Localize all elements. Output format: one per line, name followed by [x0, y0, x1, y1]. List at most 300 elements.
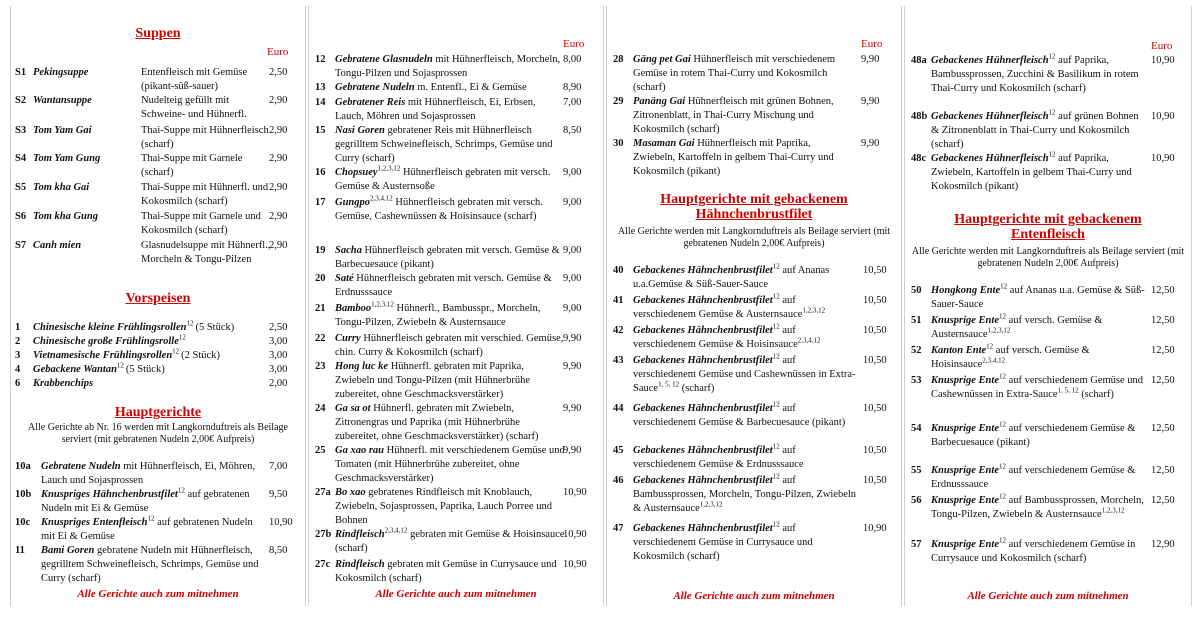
item-name: Rindfleisch	[335, 559, 385, 570]
menu-column-1	[10, 6, 306, 606]
item-text	[335, 302, 565, 330]
item-description: auf Bambussprossen, Morcheln, Tongu-Pilzen, Zwiebeln & Austernsauce	[633, 475, 857, 514]
allergen-sup: 12	[1048, 150, 1056, 159]
item-code: 54	[911, 423, 922, 434]
item-price: 12,50	[1151, 375, 1175, 386]
item-text	[633, 474, 859, 516]
allergen-sup: 1,2,3,12	[371, 300, 394, 309]
item-text	[335, 244, 565, 272]
item-price: 10,90	[563, 529, 587, 540]
allergen-sup: 12	[998, 420, 1006, 429]
item-code: 44	[613, 403, 624, 414]
item-description: Hühnerfl. mit verschiedenem Gemüse und Tomaten (mit Hühnerbrühe zubereitet, ohne Geschmacksverstärker)	[335, 445, 565, 484]
item-description: auf verschiedenem Gemüse & Austernsauce	[633, 295, 803, 320]
item-name: Hong luc ke	[335, 361, 389, 372]
item-name: Hongkong Ente	[931, 285, 1001, 296]
item-description-extra: (scharf)	[335, 543, 368, 554]
item-text	[335, 528, 565, 556]
item-description: Thai-Suppe mit Garnele und Kokosmilch (scharf)	[141, 211, 261, 236]
item-name: Knusprige Ente	[931, 539, 999, 550]
menu-column-4	[904, 6, 1192, 606]
item-name: Knusprige Ente	[931, 315, 999, 326]
item-name: Nasi Goren	[335, 125, 385, 136]
item-price: 9,90	[563, 445, 582, 456]
item-name: Ga xao rau	[335, 445, 385, 456]
item-price: 7,00	[269, 461, 288, 472]
item-price: 10,50	[863, 445, 887, 456]
allergen-sup: 12	[772, 292, 780, 301]
item-text	[335, 444, 565, 486]
item-price: 9,90	[861, 54, 880, 65]
item-description: gebraten mit Gemüse & Hoisinsauce	[409, 529, 565, 540]
allergen-sup: 12	[772, 520, 780, 529]
allergen-sup: 12	[772, 352, 780, 361]
item-quantity: (2 Stück)	[181, 350, 220, 361]
hauptgerichte-note: Alle Gerichte ab Nr. 16 werden mit Langkornduftreis als Beilage serviert (mit gebratenen Nudeln 2,00€ Aufpreis)	[28, 422, 288, 445]
item-price: 10,90	[269, 517, 293, 528]
allergen-sup: 1, 5, 12	[658, 380, 680, 389]
allergen-sup: 1,2,3,12	[1101, 506, 1125, 515]
item-name: Gebratene Nudeln	[335, 82, 415, 93]
item-code: 45	[613, 445, 624, 456]
item-price: 9,00	[563, 167, 582, 178]
item-quantity: (5 Stück)	[125, 364, 165, 375]
item-name: Gebratene Nudeln	[41, 461, 121, 472]
item-price: 9,00	[563, 303, 582, 314]
item-name: Knusprige Ente	[931, 465, 999, 476]
item-text	[335, 558, 565, 586]
item-code: 27a	[315, 487, 331, 498]
item-text	[633, 95, 843, 137]
item-code: 52	[911, 345, 922, 356]
item-text	[931, 494, 1145, 522]
item-text	[931, 344, 1145, 372]
allergen-sup: 2,3,4,12	[384, 526, 408, 535]
item-text	[633, 294, 859, 322]
item-code: 50	[911, 285, 922, 296]
item-price: 12,50	[1151, 423, 1175, 434]
item-code: 28	[613, 54, 624, 65]
item-price: 9,00	[563, 245, 582, 256]
allergen-sup: 12	[772, 472, 780, 481]
item-price: 10,90	[863, 523, 887, 534]
allergen-sup: 12	[1048, 108, 1056, 117]
item-name: Gebackenes Hähnchenbrustfilet	[633, 355, 773, 366]
item-text	[931, 314, 1145, 342]
item-text	[335, 124, 565, 166]
item-code: 48a	[911, 55, 927, 66]
item-description: Hühnerfl. gebraten mit Paprika, Zwiebeln und Tongu-Pilzen (mit Hühnerbrühe zubereitet, ohne Geschmacksverstärker)	[335, 361, 531, 400]
item-name: Pekingsuppe	[33, 67, 89, 78]
item-description: gebratenes Rindfleisch mit Knoblauch, Zwiebeln, Sojasprossen, Paprika, Lauch Porree und Bohnen	[335, 487, 552, 526]
item-code: 41	[613, 295, 624, 306]
item-description: auf gebratenen Nudeln mit Ei & Gemüse	[41, 517, 253, 542]
item-description: auf verschiedenem Gemüse in Currysauce und Kokosmilch (scharf)	[633, 523, 813, 562]
item-name: Masaman Gai	[633, 138, 695, 149]
item-price: 10,90	[563, 487, 587, 498]
menu-column-2	[308, 6, 604, 606]
allergen-sup: 12	[772, 262, 780, 271]
item-code: 23	[315, 361, 326, 372]
item-description: auf versch. Gemüse & Austernsauce	[931, 315, 1103, 340]
allergen-sup: 12	[986, 342, 994, 351]
menu-page	[10, 6, 1192, 606]
allergen-sup: 12	[998, 536, 1006, 545]
item-description: auf verschiedenem Gemüse und Cashewnüssen in Extra-Sauce	[633, 355, 856, 394]
allergen-sup: 2,3,4,12	[982, 356, 1006, 365]
item-code: 53	[911, 375, 922, 386]
item-price: 2,90	[269, 211, 288, 222]
item-name: Rindfleisch	[335, 529, 385, 540]
item-description: auf verschiedenem Gemüse & Barbecuesauce (pikant)	[931, 423, 1136, 448]
item-name: Sacha	[335, 245, 362, 256]
item-name: Kanton Ente	[931, 345, 987, 356]
item-description: Nudelteig gefüllt mit Schweine- und Hühnerfl.	[141, 95, 247, 120]
item-code: 27b	[315, 529, 332, 540]
item-name: Tom kha Gai	[33, 182, 90, 193]
item-name: Tom kha Gung	[33, 211, 98, 222]
item-price: 7,00	[563, 97, 582, 108]
item-text	[931, 284, 1145, 312]
item-code: S5	[15, 182, 27, 193]
item-name: Knusprige Ente	[931, 375, 999, 386]
item-description: auf versch. Gemüse & Hoisinsauce	[931, 345, 1090, 370]
item-price: 2,00	[269, 378, 288, 389]
footer-takeaway: Alle Gerichte auch zum mitnehmen	[77, 588, 239, 600]
item-code: 1	[15, 322, 21, 333]
item-description: auf verschiedenem Gemüse & Barbecuesauce (pikant)	[633, 403, 846, 428]
item-name: Gebackenes Hühnerfleisch	[931, 111, 1049, 122]
item-price: 12,90	[1151, 539, 1175, 550]
item-text	[931, 110, 1145, 152]
euro-label: Euro	[861, 38, 883, 50]
item-description: auf Paprika, Zwiebeln, Kartoffeln in gelbem Thai-Curry und Kokosmilch (pikant)	[931, 153, 1132, 192]
allergen-sup: 12	[177, 486, 185, 495]
item-text	[931, 152, 1145, 194]
item-code: S1	[15, 67, 27, 78]
item-quantity: (5 Stück)	[195, 322, 235, 333]
allergen-sup: 2,3,4,12	[370, 194, 393, 203]
item-text	[633, 354, 859, 396]
allergen-sup: 12	[147, 514, 155, 523]
item-description: Hühnerfleisch gebraten mit versch. Gemüse, Cashewnüssen & Hoisinsauce	[335, 197, 543, 222]
item-text	[931, 538, 1145, 566]
allergen-sup: 12	[998, 312, 1006, 321]
item-name: Saté	[335, 273, 354, 284]
item-text	[931, 374, 1145, 402]
item-price: 9,90	[563, 403, 582, 414]
item-description: Thai-Suppe mit Hühnerfl. und Kokosmilch (scharf)	[141, 182, 269, 207]
item-code: 21	[315, 303, 326, 314]
item-name: Knuspriges Entenfleisch	[41, 517, 148, 528]
allergen-sup: 12	[772, 322, 780, 331]
item-description: auf verschiedenem Gemüse und Cashewnüssen in Extra-Sauce	[931, 375, 1144, 400]
item-code: 42	[613, 325, 624, 336]
item-text	[633, 53, 843, 95]
item-text	[335, 196, 565, 224]
item-name: Gebackenes Hühnerfleisch	[931, 55, 1049, 66]
item-price: 8,90	[563, 82, 582, 93]
item-price: 10,90	[563, 559, 587, 570]
item-price: 10,50	[863, 265, 887, 276]
item-text	[335, 360, 565, 402]
item-description: gebratener Reis mit Hühnerfleisch gegrilltem Schweinefleisch, Schrimps, Gemüse und Curry (scharf)	[335, 125, 553, 164]
item-text	[633, 522, 859, 564]
item-price: 8,50	[269, 545, 288, 556]
item-name-wrap	[33, 335, 186, 349]
item-code: 40	[613, 265, 624, 276]
section-title-haehnchen: Hauptgerichte mit gebackenem Hähnchenbrustfilet	[660, 192, 848, 222]
item-code: 46	[613, 475, 624, 486]
item-price: 9,90	[563, 361, 582, 372]
item-code: 57	[911, 539, 922, 550]
section-title-vorspeisen: Vorspeisen	[125, 291, 191, 306]
item-name: Vietnamesische Frühlingsrollen	[33, 350, 173, 361]
item-name: Gebackene Wantan	[33, 364, 117, 375]
item-code: 12	[315, 54, 326, 65]
item-text	[931, 422, 1145, 450]
item-code: 47	[613, 523, 624, 534]
item-description-extra: (scharf)	[503, 211, 537, 222]
item-price: 12,50	[1151, 345, 1175, 356]
item-text	[931, 464, 1145, 492]
item-price: 2,50	[269, 67, 288, 78]
section-title-hauptgerichte: Hauptgerichte	[114, 405, 202, 420]
item-description: auf Ananas u.a.Gemüse & Süß-Sauer-Sauce	[633, 265, 830, 290]
item-text	[335, 166, 565, 194]
item-description: auf grünen Bohnen & Zitronenblatt in Thai-Curry und Kokosmilch (scharf)	[931, 111, 1139, 150]
item-description: Hühnerfleisch gebraten mit versch. Gemüse & Erdnusssauce	[335, 273, 552, 298]
item-price: 9,90	[563, 333, 582, 344]
item-price: 9,00	[563, 273, 582, 284]
allergen-sup: 12	[186, 319, 194, 328]
item-description: Hühnerfleisch gebraten mit versch. Gemüse & Barbecuesauce (pikant)	[335, 245, 560, 270]
footer-takeaway: Alle Gerichte auch zum mitnehmen	[967, 590, 1129, 602]
item-name: Curry	[335, 333, 361, 344]
item-name: Knusprige Ente	[931, 495, 999, 506]
item-price: 12,50	[1151, 285, 1175, 296]
item-name: Gebackenes Hähnchenbrustfilet	[633, 403, 773, 414]
allergen-sup: 12	[178, 333, 186, 342]
item-description: Glasnudelsuppe mit Hühnerfl., Morcheln & Tongu-Pilzen	[141, 240, 271, 265]
item-description-extra: (scharf)	[681, 383, 715, 394]
item-description: Hühnerfleisch mit verschiedenem Gemüse in rotem Thai-Curry und Kokosmilch (scharf)	[633, 54, 836, 93]
item-description: Hühnerfl. gebraten mit Zwiebeln, Zitronengras und Paprika (mit Hühnerbrühe zubereitet, ohne Geschmacksverstärker) (scharf)	[335, 403, 539, 442]
item-name: Gebackenes Hühnerfleisch	[931, 153, 1049, 164]
item-price: 10,90	[1151, 55, 1175, 66]
item-price: 9,90	[861, 96, 880, 107]
item-name: Gebackenes Hähnchenbrustfilet	[633, 523, 773, 534]
item-name-wrap	[33, 349, 220, 363]
item-code: 48b	[911, 111, 928, 122]
item-price: 12,50	[1151, 465, 1175, 476]
item-name: Gebackenes Hähnchenbrustfilet	[633, 295, 773, 306]
item-code: 43	[613, 355, 624, 366]
item-description: Hühnerfleisch mit grünen Bohnen, Zitronenblatt, in Thai-Curry Mischung und Kokosmilch (scharf)	[633, 96, 834, 135]
item-description: m. Entenfl., Ei & Gemüse	[417, 82, 527, 93]
item-text	[41, 488, 261, 516]
item-code: 14	[315, 97, 326, 108]
item-price: 2,50	[269, 322, 288, 333]
item-price: 8,00	[563, 54, 582, 65]
item-text	[633, 137, 843, 179]
item-name-wrap	[33, 321, 234, 335]
item-name: Gebackenes Hähnchenbrustfilet	[633, 445, 773, 456]
item-description: Hühnerfl., Bambusspr., Morcheln, Tongu-Pilzen, Zwiebeln & Austernsauce	[335, 303, 541, 328]
item-text	[633, 402, 859, 430]
item-name: Canh mien	[33, 240, 82, 251]
item-text	[335, 402, 565, 444]
allergen-sup: 1,2,3,12	[802, 306, 826, 315]
item-code: 30	[613, 138, 624, 149]
item-code: 6	[15, 378, 21, 389]
item-price: 2,90	[269, 125, 288, 136]
item-price: 10,50	[863, 475, 887, 486]
allergen-sup: 12	[772, 442, 780, 451]
item-price: 10,90	[1151, 111, 1175, 122]
item-price: 3,00	[269, 364, 288, 375]
item-description: auf Paprika, Bambussprossen, Zucchini & Basilikum in rotem Thai-Curry und Kokosmilch (scharf)	[931, 55, 1139, 94]
item-description: auf verschiedenem Gemüse in Currysauce und Kokosmilch (scharf)	[931, 539, 1136, 564]
item-code: 24	[315, 403, 326, 414]
item-description: Hühnerfleisch gebraten mit verschied. Gemüse, chin. Curry & Kokosmilch (scharf)	[335, 333, 564, 358]
item-price: 2,90	[269, 153, 288, 164]
item-description: Entenfleisch mit Gemüse (pikant-süß-sauer)	[141, 67, 248, 92]
item-name: Knuspriges Hähnchenbrustfilet	[41, 489, 178, 500]
item-code: 56	[911, 495, 922, 506]
item-code: 13	[315, 82, 326, 93]
item-price: 10,50	[863, 325, 887, 336]
item-name: Gebratene Glasnudeln	[335, 54, 433, 65]
item-code: 2	[15, 336, 21, 347]
item-code: 10c	[15, 517, 31, 528]
haehnchen-note: Alle Gerichte werden mit Langkornduftreis als Beilage serviert (mit gebratenen Nudeln 2,00€ Aufpreis)	[617, 226, 891, 249]
item-code: 3	[15, 350, 21, 361]
item-name: Ga sa ot	[335, 403, 371, 414]
item-name: Tom Yam Gung	[33, 153, 101, 164]
item-price: 2,90	[269, 240, 288, 251]
euro-label: Euro	[563, 38, 585, 50]
item-description-extra: (scharf)	[1081, 389, 1114, 400]
item-price: 10,50	[863, 403, 887, 414]
item-price: 10,90	[1151, 153, 1175, 164]
item-name: Gungpo	[335, 197, 371, 208]
item-description: gebratene Nudeln mit Hühnerfleisch, gegrilltem Schweinefleisch, Schrimps, Gemüse und Curry (scharf)	[41, 545, 259, 584]
item-description: Thai-Suppe mit Garnele (scharf)	[141, 153, 243, 178]
euro-label: Euro	[1151, 40, 1173, 52]
allergen-sup: 1,2,3,12	[699, 500, 723, 509]
allergen-sup: 12	[1000, 282, 1008, 291]
item-name: Chinesische kleine Frühlingsrollen	[33, 322, 187, 333]
item-description: auf verschiedenem Gemüse & Hoisinsauce	[633, 325, 798, 350]
item-description: auf Ananas u.a. Gemüse & Süß-Sauer-Sauce	[931, 285, 1145, 310]
item-price: 3,00	[269, 350, 288, 361]
item-name: Knusprige Ente	[931, 423, 999, 434]
euro-label: Euro	[267, 46, 289, 58]
item-description: auf verschiedenem Gemüse & Erdnusssauce	[633, 445, 804, 470]
item-name: Wantansuppe	[33, 95, 92, 106]
item-code: 17	[315, 197, 326, 208]
item-text	[931, 54, 1145, 96]
item-name: Tom Yam Gai	[33, 125, 92, 136]
item-price: 12,50	[1151, 315, 1175, 326]
allergen-sup: 12	[1048, 52, 1056, 61]
ente-note: Alle Gerichte werden mit Langkornduftreis als Beilage serviert (mit gebratenen Nudeln 2,00€ Aufpreis)	[911, 246, 1185, 269]
item-name: Bami Goren	[41, 545, 95, 556]
item-text	[633, 324, 859, 352]
item-price: 12,50	[1151, 495, 1175, 506]
item-description: gebraten mit Gemüse in Currysauce und Kokosmilch (scharf)	[335, 559, 557, 584]
item-price: 9,90	[861, 138, 880, 149]
item-code: 27c	[315, 559, 331, 570]
item-code: 11	[15, 545, 25, 556]
item-price: 2,90	[269, 182, 288, 193]
item-code: 4	[15, 364, 21, 375]
item-description: mit Hühnerfleisch, Ei, Möhren, Lauch und Sojasprossen	[41, 461, 256, 486]
item-description: Thai-Suppe mit Hühnerfleisch (scharf)	[141, 125, 269, 150]
item-name: Gebratener Reis	[335, 97, 406, 108]
item-price: 9,00	[563, 197, 582, 208]
item-name: Gebackenes Hähnchenbrustfilet	[633, 265, 773, 276]
item-name: Gebackenes Hähnchenbrustfilet	[633, 475, 773, 486]
allergen-sup: 12	[998, 462, 1006, 471]
item-code: 19	[315, 245, 326, 256]
item-code: S4	[15, 153, 27, 164]
item-text	[41, 460, 261, 488]
item-price: 9,50	[269, 489, 288, 500]
item-text	[41, 544, 261, 586]
allergen-sup: 12	[116, 361, 124, 370]
section-title-suppen: Suppen	[135, 26, 181, 41]
item-description: mit Hühnerfleisch, Morcheln, Tongu-Pilzen und Sojasprossen	[335, 54, 561, 79]
section-title-ente: Hauptgerichte mit gebackenem Entenfleisch	[954, 212, 1142, 242]
item-description: auf gebratenen Nudeln mit Ei & Gemüse	[41, 489, 250, 514]
item-text	[335, 81, 565, 95]
item-description: auf Bambussprossen, Morcheln, Tongu-Pilzen, Zwiebeln & Austernsauce	[931, 495, 1144, 520]
allergen-sup: 12	[172, 347, 180, 356]
item-description: Hühnerfleisch gebraten mit versch. Gemüse & Austernsoße	[335, 167, 551, 192]
item-code: 55	[911, 465, 922, 476]
item-code: S6	[15, 211, 27, 222]
item-code: 16	[315, 167, 326, 178]
item-name: Gebackenes Hähnchenbrustfilet	[633, 325, 773, 336]
item-price: 2,90	[269, 95, 288, 106]
allergen-sup: 2,3,4,12	[797, 336, 821, 345]
item-name: Chinesische große Frühlingsrolle	[33, 336, 179, 347]
item-code: 20	[315, 273, 326, 284]
item-code: 22	[315, 333, 326, 344]
item-name-wrap	[33, 377, 93, 391]
item-name: Gäng pet Gai	[633, 54, 691, 65]
item-name-wrap	[33, 363, 165, 377]
item-price: 10,50	[863, 355, 887, 366]
item-description: mit Hühnerfleisch, Ei, Erbsen, Lauch, Möhren und Sojasprossen	[335, 97, 536, 122]
item-code: 29	[613, 96, 624, 107]
item-text	[335, 96, 565, 124]
item-text	[335, 332, 565, 360]
item-code: 25	[315, 445, 326, 456]
item-text	[335, 272, 565, 300]
item-name: Krabbenchips	[33, 378, 94, 389]
menu-column-3	[606, 6, 902, 606]
item-code: S2	[15, 95, 27, 106]
item-code: 48c	[911, 153, 927, 164]
item-code: 10b	[15, 489, 32, 500]
allergen-sup: 12	[772, 400, 780, 409]
allergen-sup: 1, 5, 12	[1057, 386, 1079, 395]
item-price: 3,00	[269, 336, 288, 347]
item-price: 8,50	[563, 125, 582, 136]
